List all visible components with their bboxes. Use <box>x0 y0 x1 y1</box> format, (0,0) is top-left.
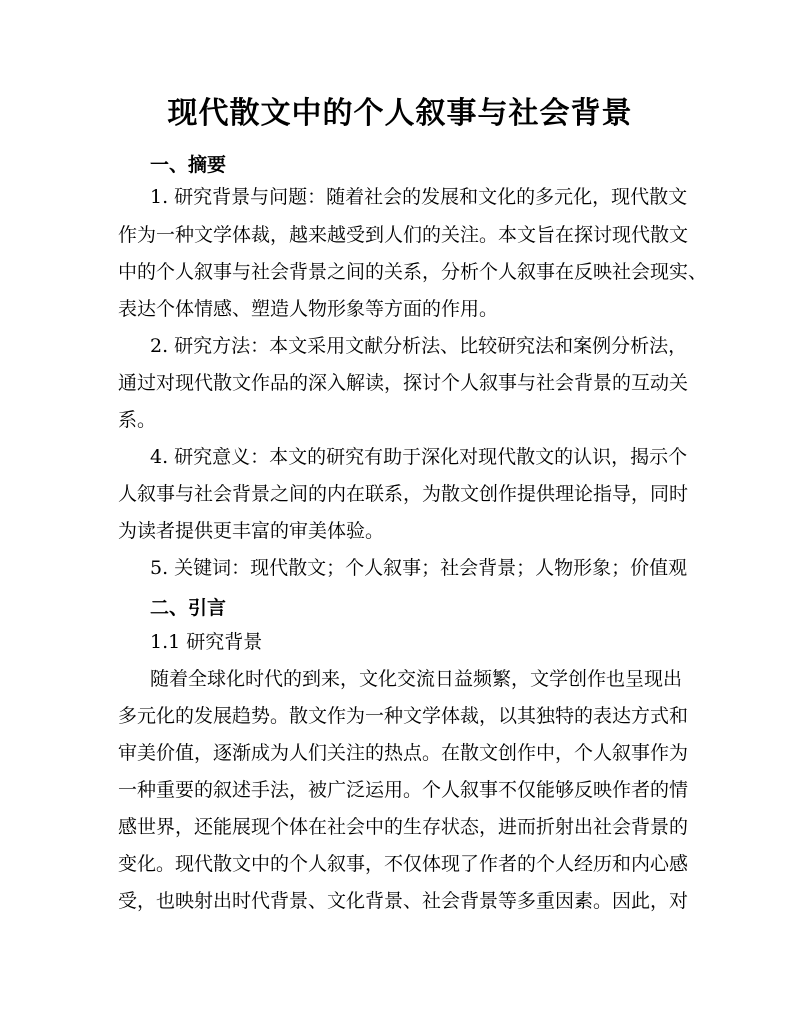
paragraph-line: 4. 研究意义：本文的研究有助于深化对现代散文的认识，揭示个 <box>150 446 688 468</box>
paragraph-line: 变化。现代散文中的个人叙事，不仅体现了作者的个人经历和内心感 <box>118 853 689 875</box>
section-heading-abstract: 一、摘要 <box>150 154 227 176</box>
paragraph-line: 多元化的发展趋势。散文作为一种文学体裁，以其独特的表达方式和 <box>118 705 689 727</box>
document-title: 现代散文中的个人叙事与社会背景 <box>167 96 633 131</box>
paragraph-line: 1. 研究背景与问题：随着社会的发展和文化的多元化，现代散文 <box>150 186 688 208</box>
paragraph-line: 通过对现代散文作品的深入解读，探讨个人叙事与社会背景的互动关 <box>118 372 689 394</box>
paragraph-line: 人叙事与社会背景之间的内在联系，为散文创作提供理论指导，同时 <box>118 483 689 505</box>
paragraph-line: 为读者提供更丰富的审美体验。 <box>118 520 385 542</box>
paragraph-line: 审美价值，逐渐成为人们关注的热点。在散文创作中，个人叙事作为 <box>118 742 689 764</box>
paragraph-line: 中的个人叙事与社会背景之间的关系，分析个人叙事在反映社会现实、 <box>118 261 708 283</box>
paragraph-line: 系。 <box>118 409 157 431</box>
paragraph-line: 随着全球化时代的到来，文化交流日益频繁，文学创作也呈现出 <box>150 668 683 690</box>
paragraph-line: 一种重要的叙述手法，被广泛运用。个人叙事不仅能够反映作者的情 <box>118 779 689 801</box>
paragraph-line: 5. 关键词：现代散文；个人叙事；社会背景；人物形象；价值观 <box>150 557 688 579</box>
paragraph-line: 表达个体情感、塑造人物形象等方面的作用。 <box>118 298 499 320</box>
paragraph-line: 受，也映射出时代背景、文化背景、社会背景等多重因素。因此，对 <box>118 890 689 912</box>
paragraph-line: 作为一种文学体裁，越来越受到人们的关注。本文旨在探讨现代散文 <box>118 224 689 246</box>
paragraph-line: 感世界，还能展现个体在社会中的生存状态，进而折射出社会背景的 <box>118 816 689 838</box>
section-heading-introduction: 二、引言 <box>150 597 227 619</box>
paragraph-line: 2. 研究方法：本文采用文献分析法、比较研究法和案例分析法， <box>150 335 688 357</box>
subsection-heading: 1.1 研究背景 <box>150 631 263 653</box>
